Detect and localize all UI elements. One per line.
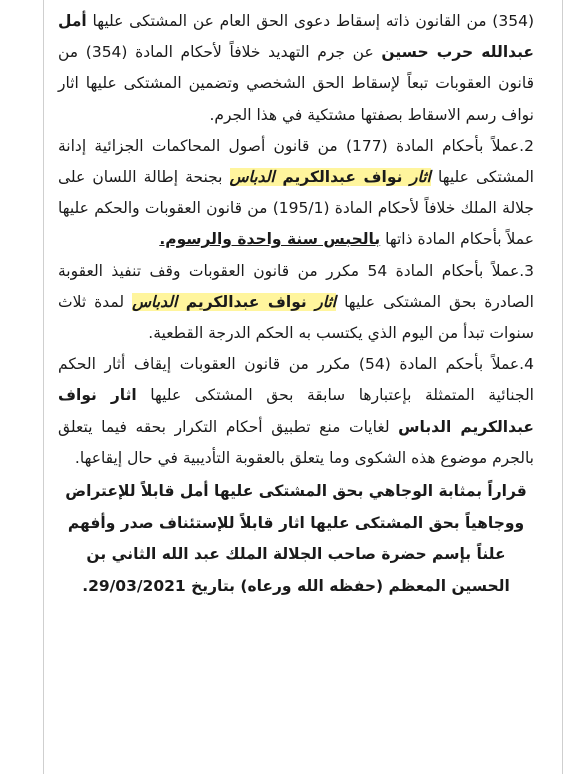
document-page — [58, 6, 534, 602]
defendant-name-highlight: الدباس — [132, 292, 178, 311]
defendant-name: اثار نواف عبدالكريم الدباس — [58, 386, 534, 436]
paragraph-text: لغايات منع تطبيق أحكام التكرار بحقه فيما يتعلق بالجرم موضوع هذه الشكوى وما يتعلق بالعقوبة التأديبية في حال إيقاعها. — [58, 417, 534, 467]
sentence-text: بالحبس سنة واحدة والرسوم. — [159, 230, 381, 249]
final-verdict: قراراً بمثابة الوجاهي بحق المشتكى عليها أمل قابلاً للإعتراض ووجاهياً بحق المشتكى عليها اثار قابلاً للإستئناف صدر وأفهم علناً بإسم حضرة صاحب الجلالة الملك عبد الله الثاني بن الحسين المعظم (حفظه الله ورعاه) بتاريخ 29/03/2021. — [65, 482, 527, 595]
paragraph-text: لمدة ثلاث سنوات تبدأ من اليوم الذي يكتسب به الحكم الدرجة القطعية. — [58, 292, 534, 343]
defendant-name: أمل عبدالله حرب حسين — [58, 12, 535, 62]
paragraph-text: 4.عملاً بأحكم المادة (54) مكرر من قانون العقوبات إيقاف أثار الحكم الجنائية المتمثلة بإعتبارها سابقة بحق المشتكى عليها — [58, 355, 534, 405]
paragraph-2 — [58, 131, 534, 256]
defendant-name-highlight: اثار — [410, 168, 431, 187]
paragraph-1 — [58, 6, 534, 131]
defendant-name-highlight: اثار — [315, 292, 337, 311]
defendant-name: نواف عبدالكريم — [274, 168, 411, 187]
defendant-name-highlight: الدباس — [229, 168, 275, 187]
paragraph-text: 3.عملاً بأحكام المادة 54 مكرر من قانون العقوبات وقف تنفيذ العقوبة الصادرة بحق المشتكى عليها — [58, 261, 534, 311]
paragraph-text: عن جرم التهديد خلافاً لأحكام المادة (354) من قانون العقوبات تبعاً لإسقاط الحق الشخصي وتضمين المشتكى عليها اثار نواف رسم الاسقاط بصفتها مشتكية في هذا الجرم. — [58, 43, 534, 124]
defendant-name: نواف عبدالكريم — [177, 292, 316, 311]
paragraph-text: بجنحة إطالة اللسان على جلالة الملك خلافاً لأحكام المادة (195/1) من قانون العقوبات والحكم عليها عملاً بأحكام المادة ذاتها — [58, 168, 534, 249]
paragraph-3 — [58, 256, 534, 350]
paragraph-text: 2.عملاً بأحكام المادة (177) من قانون أصول المحاكمات الجزائية إدانة المشتكى عليها — [58, 136, 534, 187]
paragraph-text: (354) من القانون ذاته إسقاط دعوى الحق العام عن المشتكى عليها — [86, 12, 534, 30]
paragraph-4 — [58, 349, 534, 474]
